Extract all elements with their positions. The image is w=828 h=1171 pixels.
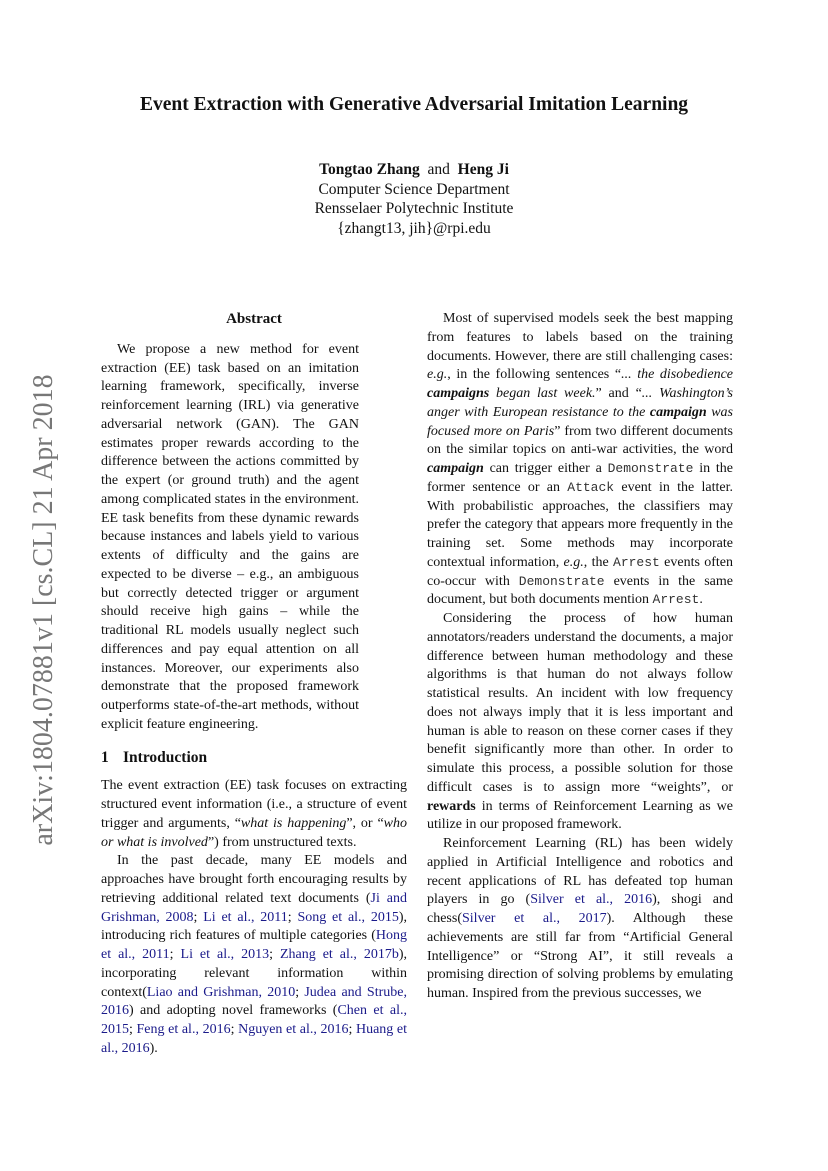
citation-link[interactable]: Zhang et al., 2017b xyxy=(279,947,399,962)
section-number: 1 xyxy=(101,748,109,766)
citation-link[interactable]: Li et al., 2011 xyxy=(203,909,288,925)
author-block xyxy=(0,160,828,238)
citation-link[interactable]: Judea and Strube, 2016 xyxy=(101,984,407,1019)
affiliation-department: Computer Science Department xyxy=(318,180,510,198)
citation-link[interactable]: Huang et al., 2016 xyxy=(101,1022,408,1056)
left-column xyxy=(101,310,407,1059)
citation-link[interactable]: Silver et al., 2016 xyxy=(530,892,653,908)
intro-paragraph-4: Considering the process of how human annotators/readers understand the documents, a major difference between human methodology and these algorithms is that human do not always follow statistical results. An incident with low frequency does not always imply that it is less important and human is able to reason on these corner cases if they benefit significantly more than other. In order to simulate this process, a possible solution for those difficult cases is to assign more “weights”, or rewards in terms of Reinforcement Learning as we utilize in our proposed framework. xyxy=(427,611,733,833)
citation-link[interactable]: Nguyen et al., 2016 xyxy=(238,1022,349,1037)
paper-title: Event Extraction with Generative Adversarial Imitation Learning xyxy=(139,94,689,115)
citation-link[interactable]: Li et al., 2013 xyxy=(180,947,270,962)
intro-paragraph-2: In the past decade, many EE models and approaches have brought forth encouraging results by retrieving additional related text documents (Ji and Grishman, 2008; Li et al., 2011; Song et al., 2015), introducing rich features of multiple categories (Hong et al., 2011; Li et al., 2013; Zhang et al., 2017b), incorporating relevant information within context(Liao and Grishman, 2010; Judea and Strube, 2016) and adopting novel frameworks (Chen et al., 2015; Feng et al., 2016; Nguyen et al., 2016; Huang et al., 2016). xyxy=(101,853,408,1056)
intro-paragraph-1: The event extraction (EE) task focuses on extracting structured event information (i.e., a structure of event trigger and arguments, “what is happening”, or “who or what is involved”) from unstructured texts. xyxy=(101,778,407,850)
affiliation-institute: Rensselaer Polytechnic Institute xyxy=(314,200,514,217)
abstract-text: We propose a new method for event extraction (EE) task based on an imitation learning framework, specifically, inverse reinforcement learning (IRL) via generative adversarial network (GAN). The GAN estimates proper rewards according to the difference between the actions committed by the expert (or ground truth) and the agent among complicated states in the environment. EE task benefits from these dynamic rewards because instances and labels yield to various extents of difficulty and the gains are expected to be diverse – e.g., an ambiguous but correctly detected trigger or argument should receive high gains – while the traditional RL models usually neglect such differences and pay equal attention on all instances. Moreover, our experiments also demonstrate that the proposed framework outperforms state-of-the-art methods, without explicit feature engineering. xyxy=(101,341,359,732)
citation-link[interactable]: Feng et al., 2016 xyxy=(136,1022,231,1037)
author-names xyxy=(0,160,828,180)
citation-link[interactable]: Hong et al., 2011 xyxy=(101,928,407,962)
intro-paragraph-3: Most of supervised models seek the best mapping from features to labels based on the training documents. However, there are still challenging cases: e.g., in the following sentences “... the disobedience campaigns began last week.” and “... Washington’s anger with European resistance to the campaign was focused more on Paris” from two different documents on the similar topics on anti-war activities, the word campaign can trigger either a Demonstrate in the former sentence or an Attack event in the latter. With probabilistic approaches, the classifiers may prefer the category that appears more frequently in the training set. Some methods may incorporate contextual information, e.g., the Arrest events often co-occur with Demonstrate events in the same document, but both documents mention Arrest. xyxy=(427,311,734,608)
citation-link[interactable]: Ji and Grishman, 2008 xyxy=(101,890,407,925)
author-conjunction: and xyxy=(427,161,450,178)
abstract-heading: Abstract xyxy=(226,311,282,327)
arxiv-identifier: arXiv:1804.07881v1 [cs.CL] 21 Apr 2018 xyxy=(28,374,59,846)
intro-paragraph-5: Reinforcement Learning (RL) has been widely applied in Artificial Intelligence and robotics and recent applications of RL has defeated top human players in go (Silver et al., 2016), shogi and chess(Silver et al., 2017). Although these achievements are still far from “Artificial General Intelligence” or “Strong AI”, it still reveals a promising direction of solving problems by emulating human. Inspired from the previous successes, we xyxy=(427,836,734,1001)
citation-link[interactable]: Song et al., 2015 xyxy=(297,909,399,925)
citation-link[interactable]: Liao and Grishman, 2010 xyxy=(146,984,296,1000)
author-email: {zhangt13, jih}@rpi.edu xyxy=(337,219,491,237)
author-name: Heng Ji xyxy=(457,161,509,178)
citation-link[interactable]: Chen et al., 2015 xyxy=(101,1003,407,1037)
right-column xyxy=(427,310,733,1004)
section-title: Introduction xyxy=(123,748,208,766)
citation-link[interactable]: Silver et al., 2017 xyxy=(462,911,607,926)
section-heading xyxy=(101,749,407,768)
author-name: Tongtao Zhang xyxy=(319,161,420,178)
